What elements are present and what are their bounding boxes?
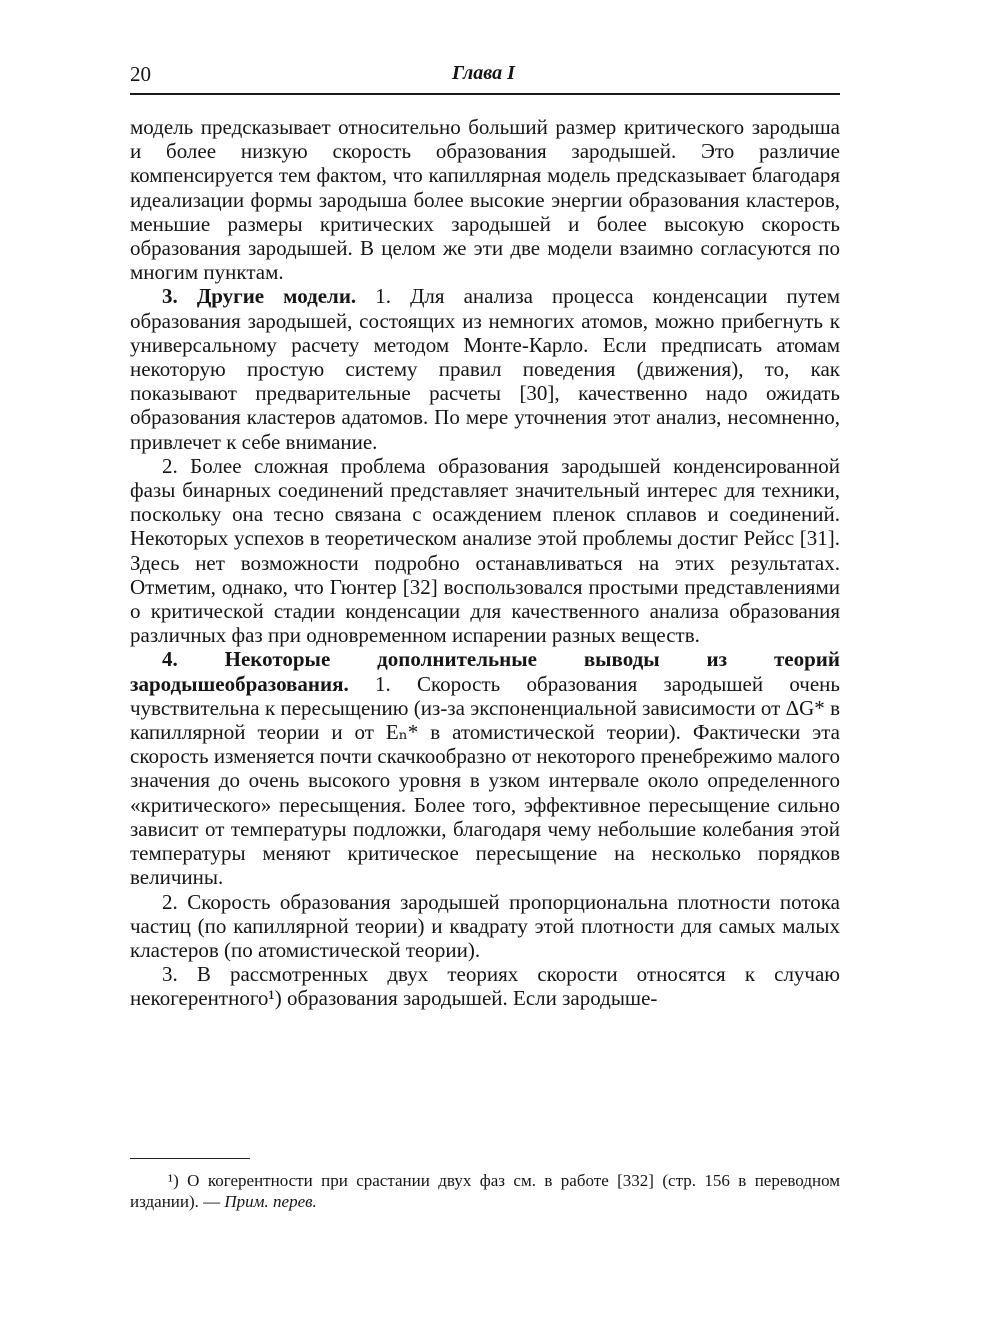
paragraph-text: 3. В рассмотренных двух теориях скорости относятся к случаю некогерентного¹) образования зародышей. Если зародыше-: [130, 962, 840, 1011]
footnote: [130, 1170, 840, 1212]
section-heading: 3. Другие модели.: [162, 284, 357, 309]
body-text: [130, 115, 840, 1011]
paragraph: [130, 454, 840, 648]
paragraph: [130, 890, 840, 963]
chapter-title: Глава I: [452, 62, 515, 84]
paragraph-text: 1. Для анализа процесса конденсации путем образования зародышей, состоящих из немногих атомов, можно прибегнуть к универсальному расчету методом Монте-Карло. Если предписать атомам некоторую простую систему правил поведения (движения), то, как показывают предварительные расчеты [30], качественно надо ожидать образования кластеров адатомов. По мере уточнения этот анализ, несомненно, привлечет к себе внимание.: [130, 284, 840, 454]
paragraph-text: 2. Скорость образования зародышей пропорциональна плотности потока частиц (по капиллярной теории) и квадрату этой плотности для самых малых кластеров (по атомистической теории).: [130, 889, 840, 962]
footnote-text: ¹) О когерентности при срастании двух фаз см. в работе [332] (стр. 156 в переводном издании). —: [130, 1171, 840, 1211]
paragraph-text: 1. Скорость образования зародышей очень чувствительна к пересыщению (из-за экспоненциальной зависимости от ΔG* в капиллярной теории и от Eₙ* в атомистической теории). Фактически эта скорость изменяется почти скачкообразно от некоторого пренебрежимо малого значения до очень высокого уровня в узком интервале около определенного «критического» пересыщения. Более того, эффективное пересыщение сильно зависит от температуры подложки, благодаря чему небольшие колебания этой температуры меняют критическое пересыщение на несколько порядков величины.: [130, 671, 840, 890]
paragraph-text: модель предсказывает относительно больший размер критического зародыша и более низкую скорость образования зародышей. Это различие компенсируется тем фактом, что капиллярная модель предсказывает благодаря идеализации формы зародыша более высокие энергии образования кластеров, меньшие размеры критических зародышей и более высокую скорость образования зародышей. В целом же эти две модели взаимно согласуются по многим пунктам.: [130, 115, 840, 285]
page-number: 20: [130, 62, 151, 86]
running-head: [130, 62, 840, 92]
paragraph-text: 2. Более сложная проблема образования зародышей конденсированной фазы бинарных соединений представляет значительный интерес для техники, поскольку она тесно связана с осаждением пленок сплавов и соединений. Некоторых успехов в теоретическом анализе этой проблемы достиг Рейсс [31]. Здесь нет возможности подробно останавливаться на этих результатах. Отметим, однако, что Гюнтер [32] воспользовался простыми представлениями о критической стадии конденсации для качественного анализа образования различных фаз при одновременном испарении разных веществ.: [130, 453, 840, 648]
paragraph: [130, 115, 840, 284]
translator-note: Прим. перев.: [224, 1192, 317, 1211]
paragraph: [130, 284, 840, 453]
footnote-rule: [130, 1158, 250, 1159]
paragraph: [130, 647, 840, 889]
header-rule: [130, 93, 840, 95]
paragraph: [130, 962, 840, 1010]
section-heading: 4. Некоторые дополнительные выводы из теорий зародышеобразования.: [130, 647, 840, 696]
